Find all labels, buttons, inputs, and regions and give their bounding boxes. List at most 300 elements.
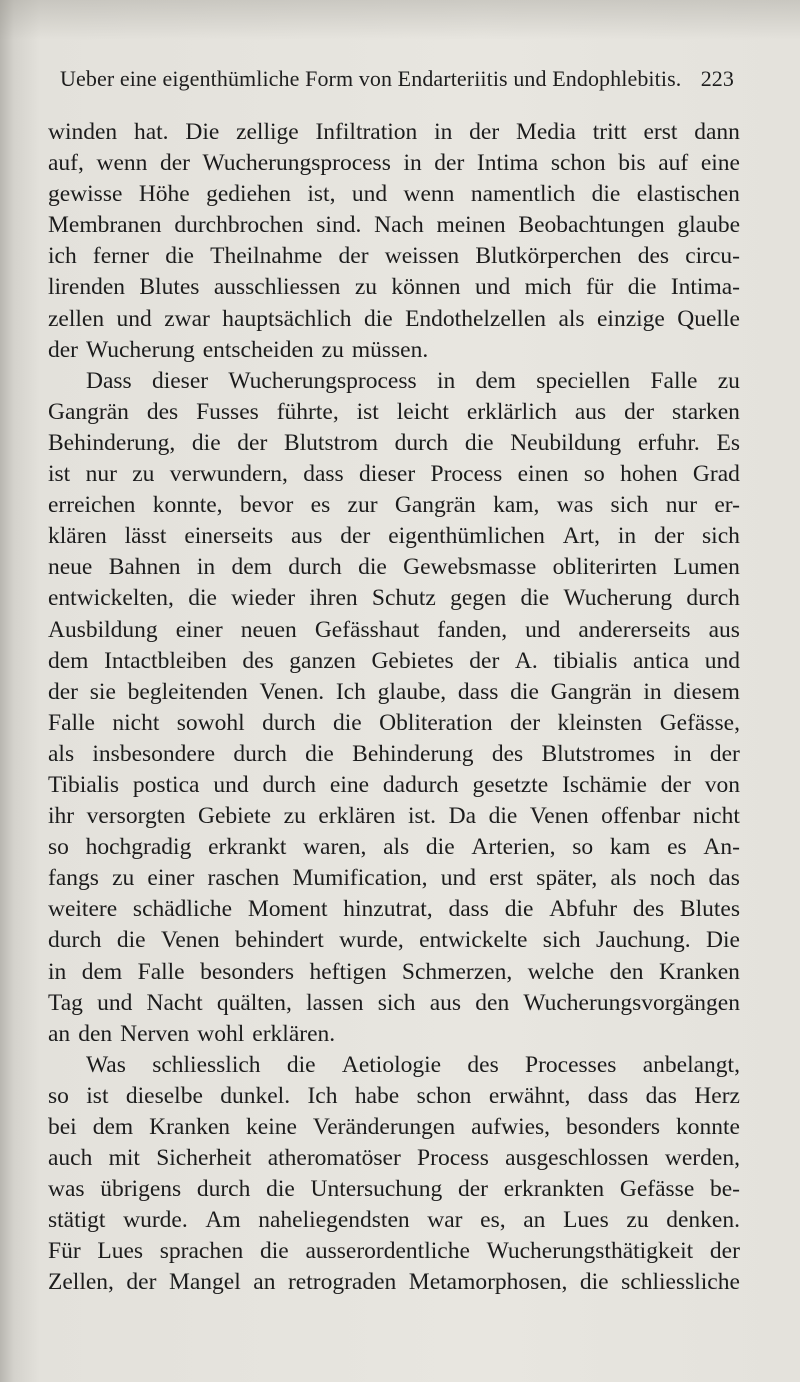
- word: ist,: [307, 181, 336, 208]
- word: Media: [515, 119, 576, 145]
- word: in: [403, 150, 422, 177]
- word: speciellen: [536, 367, 631, 394]
- word: nur: [85, 461, 117, 488]
- word: Blutes: [679, 896, 740, 923]
- word: Ich: [335, 678, 366, 705]
- word: glaube: [677, 212, 740, 239]
- word: Process: [417, 1145, 489, 1172]
- word: die: [305, 740, 334, 767]
- word: ich: [48, 243, 77, 270]
- word: durch: [288, 554, 342, 581]
- text-line: [48, 148, 740, 179]
- word: wurde.: [123, 1207, 188, 1234]
- word: elastischen: [636, 181, 740, 208]
- word: der: [709, 1238, 740, 1265]
- word: Die: [706, 927, 740, 954]
- word: sich: [702, 523, 740, 550]
- word: die: [266, 1176, 295, 1203]
- word: des: [637, 243, 670, 270]
- word: mit: [108, 1145, 140, 1172]
- word: des: [146, 398, 179, 425]
- text-line: [48, 397, 740, 428]
- word: tritt: [592, 119, 627, 145]
- word: der: [126, 1269, 157, 1296]
- word: Intactbleiben: [104, 647, 227, 674]
- word: die: [358, 554, 387, 581]
- word: leicht: [396, 398, 449, 425]
- page-number: 223: [700, 66, 734, 91]
- word: bis: [618, 150, 646, 177]
- word: namentlich: [470, 181, 576, 208]
- word: andererseits: [578, 616, 691, 643]
- text-line: [48, 646, 740, 677]
- word: schliesslich: [152, 1051, 261, 1078]
- word: die: [260, 1238, 289, 1265]
- word: auch: [48, 1145, 93, 1172]
- word: retrograden: [287, 1269, 397, 1296]
- word: als: [383, 834, 410, 861]
- word: dem: [81, 958, 123, 985]
- word: lassen: [306, 989, 364, 1016]
- text-line: [48, 801, 740, 832]
- word: ausschliessen: [213, 274, 341, 301]
- word: Ischämie: [562, 771, 647, 798]
- text-line: [48, 459, 740, 490]
- text-line: [48, 1143, 740, 1174]
- word: postica: [132, 771, 200, 798]
- text-line: [48, 335, 740, 366]
- word: Blutstrom: [283, 429, 378, 456]
- word: konnte: [675, 1114, 740, 1140]
- word: des: [242, 647, 274, 674]
- text-line: [48, 863, 740, 894]
- text-line: [48, 1019, 740, 1050]
- word: Intima: [476, 150, 539, 177]
- word: Gewebsmasse: [403, 554, 537, 581]
- word: an: [48, 1020, 71, 1047]
- word: Für: [48, 1238, 81, 1265]
- word: entwickelte: [419, 927, 528, 954]
- text-line: [48, 583, 740, 614]
- word: Behinderung: [352, 740, 474, 767]
- word: und: [525, 616, 561, 643]
- word: in: [617, 523, 637, 550]
- word: die: [116, 927, 146, 954]
- word: antica: [632, 647, 690, 674]
- word: dass: [303, 461, 344, 488]
- word: Process: [430, 461, 503, 488]
- word: Falle: [650, 367, 698, 394]
- word: wurde,: [339, 927, 404, 954]
- word: dem: [48, 647, 89, 674]
- word: nur: [665, 492, 698, 519]
- text-line: [48, 304, 740, 335]
- word: die: [464, 429, 494, 456]
- word: übrigens: [100, 1176, 182, 1203]
- word: dem: [231, 554, 272, 581]
- word: die: [191, 429, 221, 456]
- word: in: [196, 554, 216, 581]
- word: Herz: [694, 1082, 740, 1109]
- word: kam: [609, 834, 651, 861]
- word: so: [48, 834, 69, 861]
- word: in: [48, 958, 67, 985]
- word: die: [286, 1051, 316, 1078]
- word: von: [704, 771, 740, 798]
- word: Fusses: [196, 398, 259, 425]
- word: eine: [329, 771, 370, 798]
- word: noch: [649, 865, 696, 892]
- word: einerseits: [184, 523, 274, 550]
- word: in: [436, 367, 456, 394]
- word: Processes: [525, 1051, 617, 1078]
- word: be-: [709, 1176, 740, 1203]
- text-line: [48, 1205, 740, 1236]
- word: Gangrän: [48, 398, 129, 425]
- word: Venen.: [259, 678, 325, 705]
- word: denken.: [666, 1207, 740, 1234]
- word: an: [253, 1269, 276, 1296]
- word: Neubildung: [510, 429, 622, 456]
- word: Obliteration: [379, 709, 493, 736]
- word: sie: [89, 678, 116, 705]
- word: Es: [716, 429, 740, 456]
- word: die: [627, 274, 657, 301]
- word: durchbrochen: [174, 212, 304, 239]
- word: der: [159, 150, 190, 177]
- word: in: [434, 119, 453, 145]
- word: heftigen: [309, 958, 387, 985]
- word: zwar: [164, 305, 210, 332]
- word: und: [704, 647, 740, 674]
- word: werden,: [664, 1145, 740, 1172]
- word: Schmerzen,: [401, 958, 513, 985]
- word: aus: [429, 989, 462, 1016]
- word: der: [709, 740, 740, 767]
- word: der: [660, 771, 691, 798]
- text-line: [48, 925, 740, 956]
- word: Tag: [48, 989, 83, 1016]
- running-header: [60, 66, 740, 96]
- text-line: [48, 117, 740, 148]
- word: stätigt: [48, 1207, 106, 1234]
- word: die: [520, 585, 550, 612]
- text-line: [48, 1050, 740, 1081]
- word: müssen.: [351, 336, 429, 363]
- word: des: [632, 896, 665, 923]
- word: aus: [708, 616, 740, 643]
- word: erkrankten: [503, 1176, 605, 1203]
- word: durch: [48, 927, 102, 954]
- word: so: [572, 834, 594, 861]
- word: neuen: [240, 616, 297, 643]
- word: erklären.: [252, 1020, 336, 1047]
- word: Veränderungen: [312, 1114, 456, 1140]
- word: Venen: [160, 927, 220, 954]
- word: Membranen: [48, 212, 162, 239]
- word: zu: [717, 367, 740, 394]
- word: die: [579, 1269, 609, 1296]
- word: aus: [291, 523, 323, 550]
- word: sind.: [316, 212, 362, 239]
- word: erwähnt,: [488, 1082, 571, 1109]
- word: Wucherungsvorgängen: [523, 989, 740, 1016]
- word: dass: [448, 896, 489, 923]
- word: fanden,: [437, 616, 508, 643]
- word: aus: [574, 398, 607, 425]
- word: und: [213, 771, 249, 798]
- word: gesetzte: [472, 771, 549, 798]
- word: Aetiologie: [341, 1051, 442, 1078]
- word: Höhe: [138, 181, 190, 208]
- word: erklären: [318, 803, 396, 830]
- word: zu: [354, 274, 377, 301]
- word: später,: [536, 865, 598, 892]
- word: auf,: [48, 150, 84, 177]
- word: Falle: [137, 958, 185, 985]
- word: ganzen: [289, 647, 356, 674]
- word: durch: [686, 585, 740, 612]
- word: Da: [448, 803, 476, 830]
- word: kleinsten: [557, 709, 643, 736]
- word: Die: [185, 119, 220, 145]
- text-line: [48, 366, 740, 397]
- word: behindert: [235, 927, 324, 954]
- word: hochgradig: [85, 834, 192, 861]
- word: ferner: [92, 243, 149, 270]
- word: die: [332, 709, 362, 736]
- word: und: [351, 181, 388, 208]
- word: Endothelzellen: [405, 305, 547, 332]
- word: die: [188, 585, 217, 612]
- word: Sicherheit: [156, 1145, 252, 1172]
- text-line: [48, 241, 740, 272]
- word: Lues: [97, 1238, 144, 1265]
- word: zu: [132, 461, 155, 488]
- word: in: [643, 678, 662, 705]
- word: Tibialis: [48, 771, 119, 798]
- word: dass: [587, 1082, 629, 1109]
- word: Nach: [374, 212, 424, 239]
- word: Falle: [48, 709, 95, 736]
- body-text: [48, 117, 740, 1299]
- word: insbesondere: [92, 740, 216, 767]
- word: Wucherungsprocess: [228, 367, 417, 394]
- word: erkrankt: [208, 834, 287, 861]
- word: Beobachtungen: [518, 212, 665, 239]
- word: schliessliche: [621, 1269, 740, 1296]
- word: Nerven: [120, 1020, 190, 1047]
- word: starken: [672, 398, 740, 425]
- page-shadow: [0, 0, 800, 40]
- word: Art,: [562, 523, 600, 550]
- word: diesem: [673, 678, 740, 705]
- word: Blutstromes: [541, 740, 656, 767]
- word: nicht: [692, 803, 740, 830]
- word: als: [558, 305, 585, 332]
- word: Am: [205, 1207, 241, 1234]
- word: Jauchung.: [596, 927, 691, 954]
- word: ihr: [48, 803, 75, 830]
- word: als: [48, 740, 75, 767]
- word: habe: [354, 1082, 400, 1109]
- word: der: [48, 336, 79, 363]
- word: Mangel: [168, 1269, 241, 1296]
- word: wenn: [403, 181, 455, 208]
- word: war: [427, 1207, 463, 1234]
- word: Lues: [563, 1207, 609, 1234]
- word: Wucherungsprocess: [202, 150, 391, 177]
- word: wenn: [96, 150, 148, 177]
- word: Blutes: [139, 274, 200, 301]
- word: meinen: [436, 212, 506, 239]
- word: ist: [86, 1082, 109, 1109]
- word: schon: [550, 150, 606, 177]
- text-line: [48, 1174, 740, 1205]
- word: die: [425, 834, 455, 861]
- word: hinzutrat,: [343, 896, 433, 923]
- text-line: [48, 770, 740, 801]
- word: der: [624, 398, 655, 425]
- word: Was: [86, 1051, 126, 1078]
- word: durch: [262, 709, 316, 736]
- word: aufwies,: [471, 1114, 551, 1140]
- word: einen: [517, 461, 569, 488]
- word: atheromatöser: [267, 1145, 401, 1172]
- word: was: [48, 1176, 85, 1203]
- word: sich: [610, 492, 649, 519]
- word: Infiltration: [315, 119, 418, 145]
- word: Quelle: [677, 305, 740, 332]
- word: obliterirten: [552, 554, 658, 581]
- word: es,: [480, 1207, 506, 1234]
- word: begleitenden: [127, 678, 248, 705]
- word: durch: [262, 771, 316, 798]
- word: Blutkörperchen: [475, 243, 622, 270]
- word: die: [510, 678, 539, 705]
- text-line: [48, 1236, 740, 1267]
- word: naheliegendsten: [258, 1207, 410, 1234]
- word: zu: [321, 336, 344, 363]
- word: Venen: [529, 803, 589, 830]
- word: und: [474, 274, 511, 301]
- word: für: [585, 274, 614, 301]
- word: sich: [542, 927, 581, 954]
- word: Kranken: [659, 958, 740, 985]
- word: besonders: [200, 958, 295, 985]
- word: gegen: [450, 585, 507, 612]
- word: Theilnahme: [210, 243, 323, 270]
- word: Behinderung,: [48, 429, 176, 456]
- word: als: [610, 865, 637, 892]
- word: erst: [489, 865, 524, 892]
- word: das: [645, 1082, 677, 1109]
- word: Zellen,: [48, 1269, 114, 1296]
- word: neue: [48, 554, 93, 581]
- word: An-: [703, 834, 740, 861]
- word: die: [488, 803, 518, 830]
- word: das: [708, 865, 740, 892]
- word: zu: [283, 803, 306, 830]
- word: Ausbildung: [48, 616, 158, 643]
- word: circu-: [685, 243, 740, 270]
- word: ihren: [309, 585, 358, 612]
- word: ist: [356, 398, 379, 425]
- word: gediehen: [206, 181, 291, 208]
- word: winden: [48, 119, 118, 145]
- word: sich: [377, 989, 416, 1016]
- text-line: [48, 1081, 740, 1112]
- word: den: [475, 989, 510, 1016]
- word: raschen: [207, 865, 280, 892]
- word: erklärlich: [466, 398, 557, 425]
- word: Mumification,: [292, 865, 428, 892]
- text-line: [48, 615, 740, 646]
- word: konnte,: [152, 492, 223, 519]
- running-title: Ueber eine eigenthümliche Form von Endarteriitis und Endophlebitis.: [60, 66, 682, 91]
- word: auf: [658, 150, 689, 177]
- word: den: [78, 1020, 113, 1047]
- word: schädliche: [132, 896, 233, 923]
- word: der: [48, 678, 79, 705]
- word: ist: [48, 461, 71, 488]
- word: Abfuhr: [549, 896, 618, 923]
- text-line: [48, 957, 740, 988]
- text-line: [48, 708, 740, 739]
- word: führte,: [276, 398, 339, 425]
- word: Schutz: [371, 585, 436, 612]
- word: der: [469, 647, 500, 674]
- word: erst: [643, 119, 678, 145]
- word: dem: [92, 1114, 134, 1140]
- word: so: [48, 1082, 69, 1109]
- word: Metamorphosen,: [408, 1269, 568, 1296]
- word: es: [310, 492, 331, 519]
- word: Arterien,: [471, 834, 556, 861]
- word: glaube,: [377, 678, 447, 705]
- text-line: [48, 272, 740, 303]
- word: dem: [475, 367, 516, 394]
- word: dieser: [151, 367, 209, 394]
- word: einer: [147, 865, 195, 892]
- text-line: [48, 552, 740, 583]
- word: durch: [196, 1176, 251, 1203]
- word: die: [165, 243, 194, 270]
- word: Ich: [307, 1082, 338, 1109]
- word: die: [591, 181, 621, 208]
- word: einzige: [596, 305, 665, 332]
- word: so: [583, 461, 605, 488]
- word: hauptsächlich: [222, 305, 352, 332]
- word: dadurch: [382, 771, 459, 798]
- word: der: [434, 150, 465, 177]
- word: einer: [175, 616, 223, 643]
- word: die: [363, 305, 393, 332]
- word: Gefässhaut: [314, 616, 420, 643]
- word: nicht: [112, 709, 160, 736]
- word: dieselbe: [125, 1082, 203, 1109]
- word: tibialis: [553, 647, 618, 674]
- word: des: [467, 1051, 499, 1078]
- word: wohl: [197, 1020, 245, 1047]
- word: entscheiden: [202, 336, 314, 363]
- word: Wucherung: [563, 585, 673, 612]
- word: der: [510, 709, 541, 736]
- word: ausgeschlossen: [505, 1145, 649, 1172]
- word: Gebiete: [198, 803, 272, 830]
- word: durch: [394, 429, 449, 456]
- word: es: [667, 834, 687, 861]
